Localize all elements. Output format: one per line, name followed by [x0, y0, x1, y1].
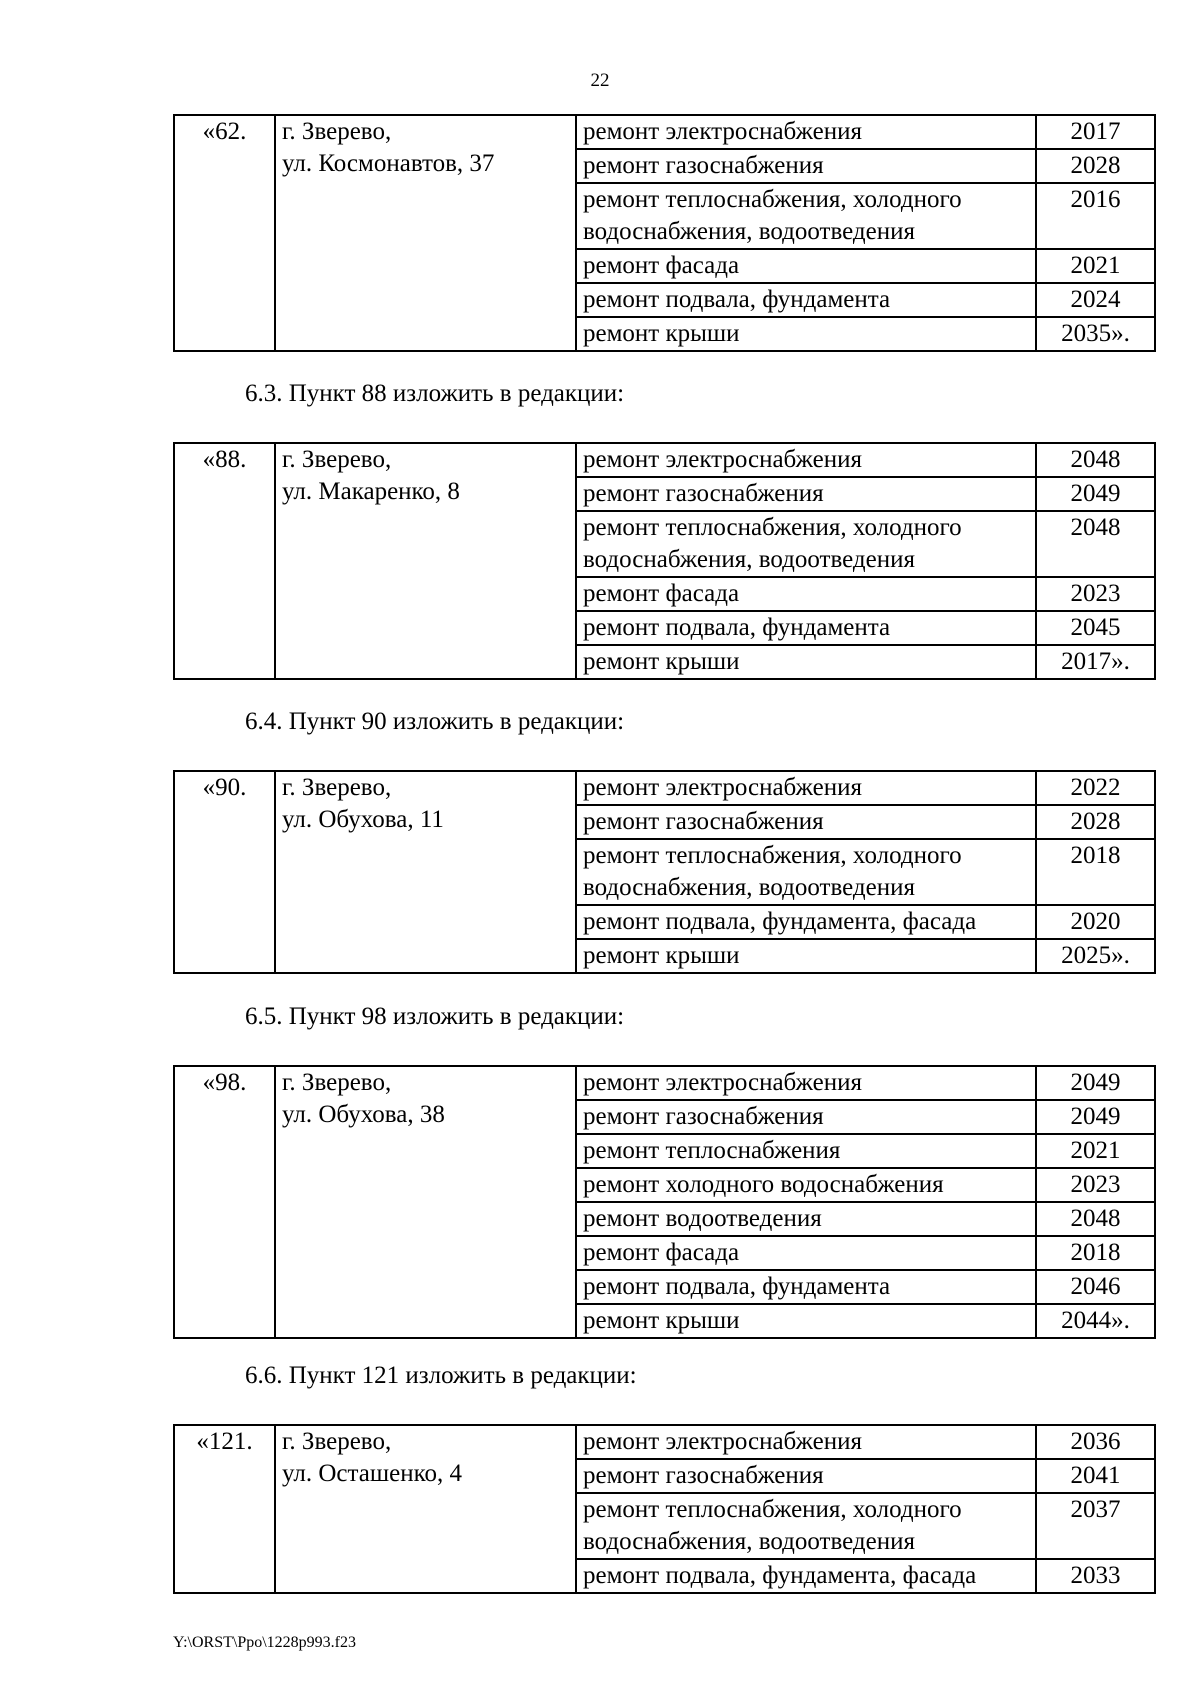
address-cell [275, 443, 576, 679]
repair-table-98 [173, 1065, 1156, 1339]
year: 2049 [1036, 1066, 1155, 1100]
work-type: ремонт электроснабжения [576, 115, 1036, 149]
year: 2021 [1036, 249, 1155, 283]
city: г. Зверево, [282, 1069, 392, 1096]
year: 2041 [1036, 1459, 1155, 1493]
paragraph-heading: 6.3. Пункт 88 изложить в редакции: [245, 380, 625, 407]
work-type: ремонт электроснабжения [576, 443, 1036, 477]
street: ул. Обухова, 11 [282, 806, 444, 833]
year: 2018 [1036, 1236, 1155, 1270]
year: 2016 [1036, 183, 1155, 249]
work-type: ремонт подвала, фундамента [576, 1270, 1036, 1304]
year: 2048 [1036, 443, 1155, 477]
address-cell [275, 771, 576, 973]
repair-table-88 [173, 442, 1156, 680]
year: 2018 [1036, 839, 1155, 905]
city: г. Зверево, [282, 118, 392, 145]
street: ул. Обухова, 38 [282, 1101, 445, 1128]
street: ул. Осташенко, 4 [282, 1460, 462, 1487]
work-type: ремонт подвала, фундамента [576, 283, 1036, 317]
year: 2028 [1036, 149, 1155, 183]
year: 2049 [1036, 1100, 1155, 1134]
work-type: ремонт теплоснабжения, холодного водоснабжения, водоотведения [576, 511, 1036, 577]
work-type: ремонт газоснабжения [576, 149, 1036, 183]
paragraph-heading: 6.6. Пункт 121 изложить в редакции: [245, 1362, 637, 1389]
year: 2048 [1036, 511, 1155, 577]
year: 2022 [1036, 771, 1155, 805]
item-number: «88. [174, 443, 275, 679]
year: 2020 [1036, 905, 1155, 939]
item-number: «98. [174, 1066, 275, 1338]
year: 2028 [1036, 805, 1155, 839]
item-number: «90. [174, 771, 275, 973]
repair-table-121 [173, 1424, 1156, 1594]
year: 2046 [1036, 1270, 1155, 1304]
work-type: ремонт крыши [576, 1304, 1036, 1338]
city: г. Зверево, [282, 774, 392, 801]
item-number: «62. [174, 115, 275, 351]
year: 2048 [1036, 1202, 1155, 1236]
street: ул. Макаренко, 8 [282, 478, 460, 505]
work-type: ремонт водоотведения [576, 1202, 1036, 1236]
year: 2036 [1036, 1425, 1155, 1459]
item-number: «121. [174, 1425, 275, 1593]
city: г. Зверево, [282, 1428, 392, 1455]
year: 2023 [1036, 1168, 1155, 1202]
work-type: ремонт электроснабжения [576, 771, 1036, 805]
year: 2035». [1036, 317, 1155, 351]
work-type: ремонт газоснабжения [576, 1100, 1036, 1134]
year: 2021 [1036, 1134, 1155, 1168]
address-cell [275, 1425, 576, 1593]
work-type: ремонт газоснабжения [576, 805, 1036, 839]
street: ул. Космонавтов, 37 [282, 150, 495, 177]
paragraph-heading: 6.4. Пункт 90 изложить в редакции: [245, 708, 625, 735]
work-type: ремонт крыши [576, 317, 1036, 351]
work-type: ремонт подвала, фундамента, фасада [576, 905, 1036, 939]
work-type: ремонт холодного водоснабжения [576, 1168, 1036, 1202]
address-cell [275, 115, 576, 351]
address-cell [275, 1066, 576, 1338]
work-type: ремонт крыши [576, 645, 1036, 679]
work-type: ремонт электроснабжения [576, 1066, 1036, 1100]
paragraph-heading: 6.5. Пункт 98 изложить в редакции: [245, 1003, 625, 1030]
work-type: ремонт газоснабжения [576, 1459, 1036, 1493]
work-type: ремонт подвала, фундамента, фасада [576, 1559, 1036, 1593]
page-number: 22 [590, 70, 610, 91]
year: 2049 [1036, 477, 1155, 511]
work-type: ремонт теплоснабжения, холодного водоснабжения, водоотведения [576, 183, 1036, 249]
year: 2044». [1036, 1304, 1155, 1338]
work-type: ремонт фасада [576, 577, 1036, 611]
year: 2045 [1036, 611, 1155, 645]
year: 2025». [1036, 939, 1155, 973]
year: 2024 [1036, 283, 1155, 317]
city: г. Зверево, [282, 446, 392, 473]
year: 2017 [1036, 115, 1155, 149]
repair-table-90 [173, 770, 1156, 974]
year: 2033 [1036, 1559, 1155, 1593]
year: 2037 [1036, 1493, 1155, 1559]
work-type: ремонт фасада [576, 1236, 1036, 1270]
work-type: ремонт теплоснабжения, холодного водоснабжения, водоотведения [576, 1493, 1036, 1559]
work-type: ремонт газоснабжения [576, 477, 1036, 511]
work-type: ремонт фасада [576, 249, 1036, 283]
work-type: ремонт теплоснабжения [576, 1134, 1036, 1168]
work-type: ремонт подвала, фундамента [576, 611, 1036, 645]
repair-table-62 [173, 114, 1156, 352]
year: 2017». [1036, 645, 1155, 679]
work-type: ремонт электроснабжения [576, 1425, 1036, 1459]
file-path-footer: Y:\ORST\Ppo\1228p993.f23 [173, 1634, 356, 1651]
year: 2023 [1036, 577, 1155, 611]
work-type: ремонт крыши [576, 939, 1036, 973]
work-type: ремонт теплоснабжения, холодного водоснабжения, водоотведения [576, 839, 1036, 905]
